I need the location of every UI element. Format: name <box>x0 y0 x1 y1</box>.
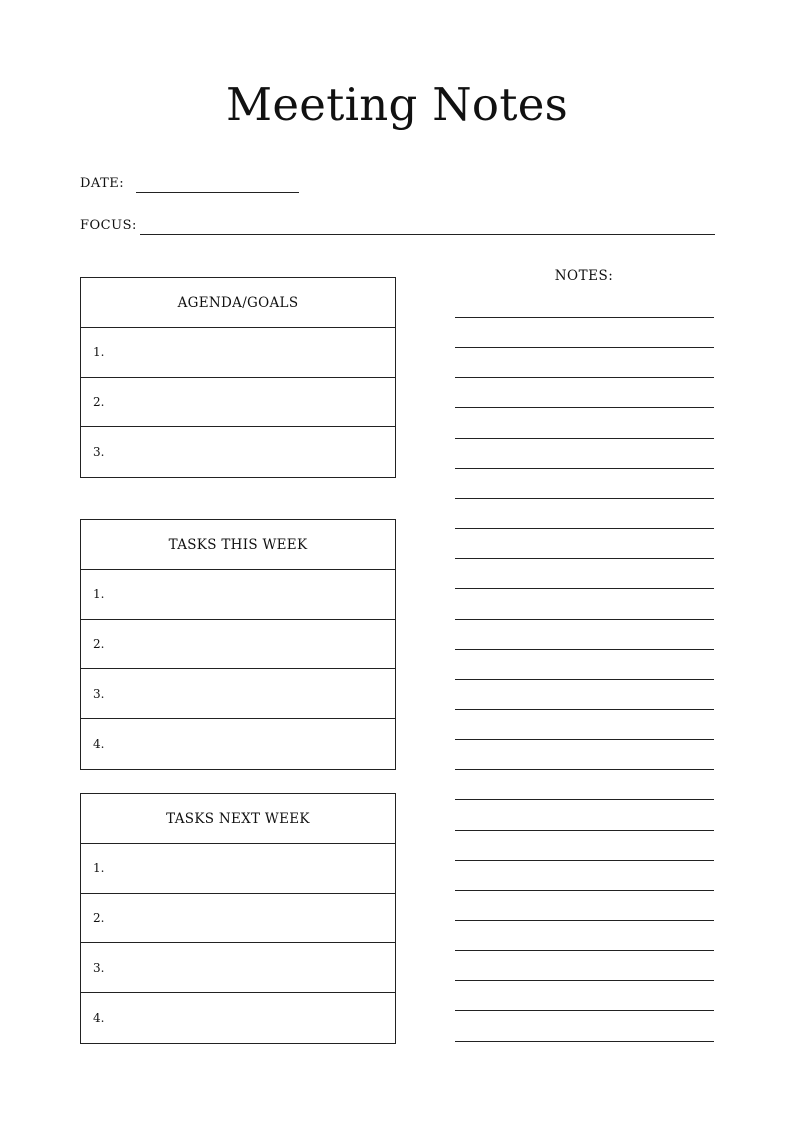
note-line[interactable] <box>455 739 714 740</box>
focus-label: FOCUS: <box>80 218 137 233</box>
date-field[interactable] <box>136 192 299 193</box>
notes-label: NOTES: <box>554 268 614 284</box>
note-line[interactable] <box>455 679 714 680</box>
agenda-item[interactable] <box>81 378 395 428</box>
tasks-this-week-box <box>80 519 396 770</box>
note-line[interactable] <box>455 619 714 620</box>
note-line[interactable] <box>455 317 714 318</box>
task-item-number: 1. <box>93 861 105 876</box>
task-this-week-item[interactable] <box>81 570 395 620</box>
note-line[interactable] <box>455 920 714 921</box>
task-this-week-item[interactable] <box>81 620 395 670</box>
task-item-number: 4. <box>93 1010 105 1025</box>
focus-field[interactable] <box>140 234 715 235</box>
tasks-next-week-header: TASKS NEXT WEEK <box>81 794 395 844</box>
tasks-next-week-box <box>80 793 396 1044</box>
agenda-item-number: 2. <box>93 395 105 410</box>
note-line[interactable] <box>455 980 714 981</box>
note-line[interactable] <box>455 377 714 378</box>
note-line[interactable] <box>455 558 714 559</box>
note-line[interactable] <box>455 709 714 710</box>
task-next-week-item[interactable] <box>81 993 395 1043</box>
note-line[interactable] <box>455 1010 714 1011</box>
date-label: DATE: <box>80 176 125 191</box>
task-next-week-item[interactable] <box>81 844 395 894</box>
task-next-week-item[interactable] <box>81 894 395 944</box>
note-line[interactable] <box>455 528 714 529</box>
note-line[interactable] <box>455 860 714 861</box>
task-next-week-item[interactable] <box>81 943 395 993</box>
note-line[interactable] <box>455 438 714 439</box>
tasks-this-week-header: TASKS THIS WEEK <box>81 520 395 570</box>
agenda-item[interactable] <box>81 328 395 378</box>
note-line[interactable] <box>455 830 714 831</box>
note-line[interactable] <box>455 407 714 408</box>
task-item-number: 3. <box>93 960 105 975</box>
agenda-item-number: 1. <box>93 345 105 360</box>
page-title: Meeting Notes <box>225 78 569 131</box>
task-this-week-item[interactable] <box>81 719 395 769</box>
note-line[interactable] <box>455 769 714 770</box>
task-item-number: 3. <box>93 686 105 701</box>
note-line[interactable] <box>455 890 714 891</box>
agenda-goals-box <box>80 277 396 478</box>
note-line[interactable] <box>455 588 714 589</box>
task-item-number: 2. <box>93 637 105 652</box>
note-line[interactable] <box>455 950 714 951</box>
note-line[interactable] <box>455 347 714 348</box>
note-line[interactable] <box>455 498 714 499</box>
task-item-number: 2. <box>93 911 105 926</box>
agenda-item-number: 3. <box>93 445 105 460</box>
task-this-week-item[interactable] <box>81 669 395 719</box>
task-item-number: 1. <box>93 587 105 602</box>
note-line[interactable] <box>455 1041 714 1042</box>
agenda-item[interactable] <box>81 427 395 477</box>
note-line[interactable] <box>455 468 714 469</box>
note-line[interactable] <box>455 799 714 800</box>
note-line[interactable] <box>455 649 714 650</box>
agenda-goals-header: AGENDA/GOALS <box>81 278 395 328</box>
task-item-number: 4. <box>93 736 105 751</box>
